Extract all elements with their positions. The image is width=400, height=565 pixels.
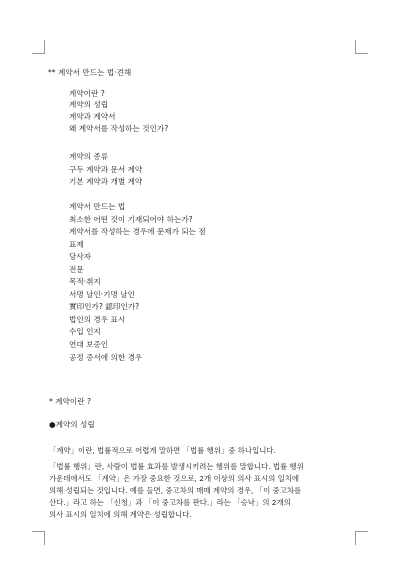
toc-item: 왜 계약서를 작성하는 것인가? [69,124,169,133]
toc-item: 계약서 만드는 법 [69,202,126,211]
paragraph-line: 의사 표시의 일치에 의해 계약은 성립합니다. [49,510,192,519]
toc-item: 계약의 성립 [69,100,109,109]
toc-item: 당사자 [69,252,92,261]
toc-item: 목적·취지 [69,277,101,286]
toc-item: 최소한 어떤 것이 기재되어야 하는가? [69,215,193,224]
crop-mark-bottom-right-h [355,531,368,532]
crop-mark-top-left-v [44,40,45,54]
crop-mark-bottom-left-v [44,531,45,545]
toc-item: 계약의 종류 [69,152,109,161]
toc-item: 구두 계약과 문서 계약 [69,165,143,174]
paragraph-line: 산다.」라고 하는 「신청」과 「이 중고차를 판다.」라는 「승낙」의 2개의 [49,498,291,507]
paragraph-line: 「법률 행위」란, 사람이 법률 효과를 발생시키려는 행위를 말합니다. 법률 행위 [49,462,304,471]
document-title: ** 계약서 만드는 법·견해 [48,68,132,77]
subsection-heading: ●계약의 성립 [49,420,95,429]
crop-mark-bottom-left-h [32,531,45,532]
toc-item: 實印인가? 認印인가? [69,302,140,311]
toc-item: 계약서를 작성하는 경우에 문제가 되는 점 [69,227,206,236]
section-heading: * 계약이란 ? [49,397,91,406]
toc-item: 연대 보증인 [69,340,109,349]
toc-item: 기본 계약과 개별 계약 [69,177,143,186]
crop-mark-top-left-h [32,53,45,54]
toc-item: 표제 [69,240,84,249]
toc-item: 수입 인지 [69,327,101,336]
crop-mark-top-right-h [355,53,368,54]
toc-item: 계약과 계약서 [69,112,116,121]
crop-mark-top-right-v [355,40,356,54]
paragraph-line: 의해 성립되는 것입니다. 예를 들면, 중고차의 매매 계약의 경우, 「이 중고차를 [49,486,302,495]
toc-item: 서명 날인·기명 날인 [69,290,135,299]
paragraph-line: 가운데에서도 「계약」은 가장 중요한 것으로, 2개 이상의 의사 표시의 일치에 [49,474,300,483]
toc-item: 공정 증서에 의한 경우 [69,353,143,362]
toc-item: 법인의 경우 표시 [69,315,126,324]
paragraph-line: 「계약」이란, 법률적으로 어렵게 말하면 「법률 행위」중 하나입니다. [49,446,276,455]
toc-item: 전문 [69,265,84,274]
crop-mark-bottom-right-v [355,531,356,545]
toc-item: 계약이란 ? [69,89,105,98]
